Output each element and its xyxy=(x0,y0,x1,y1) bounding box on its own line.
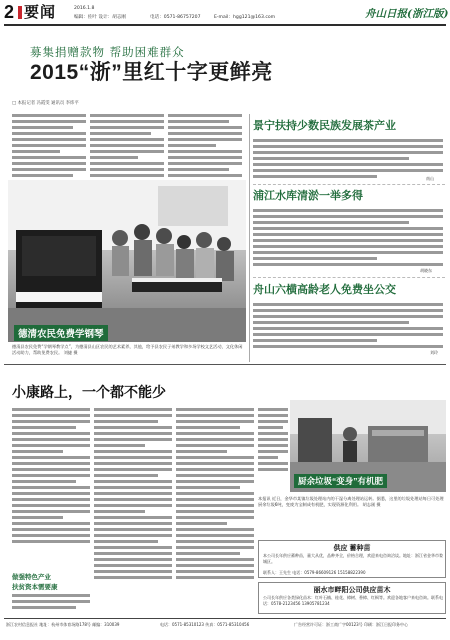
header-phone: 电话：0571-86757207 xyxy=(150,15,201,20)
header-rule xyxy=(4,24,446,26)
ad-1-title: 供应 蓄种苗 xyxy=(333,545,371,552)
story-e-credit: 胡志刚 摄 xyxy=(362,502,381,507)
ad-1-body: 本公司长年供应蓄种苗，量大从优，品种齐全，价格合理，欢迎来电咨询洽谈。地址：浙江省金华市婺城区。 xyxy=(263,553,443,564)
ad-2 xyxy=(258,582,446,614)
ad-2-title: 丽水市畔阳公司供应苗木 xyxy=(313,587,391,594)
story-b-title: 浦江水库清淤一举多得 xyxy=(253,190,363,202)
footer-col1: 浙江农村信息报社 地址：杭州市体育场路178号 邮编：310039 xyxy=(6,622,120,627)
story-e-caption xyxy=(258,496,444,508)
story-e-photo xyxy=(290,400,446,492)
story-e-photo-label: 厨余垃圾“变身”有机肥 xyxy=(294,474,387,488)
story-d-col3 xyxy=(176,406,254,610)
piano-lesson-illustration xyxy=(8,180,246,342)
story-d-col1b xyxy=(12,592,90,610)
header-editor: 编辑：佐叶 设计：胡志刚 xyxy=(74,15,126,20)
lead-body-col1 xyxy=(12,112,86,178)
story-a-title: 景宁扶持少数民族发展茶产业 xyxy=(253,120,396,132)
footer-col3: 广告经营许可证：浙工商广字00123号 印刷：浙江日报印务中心 xyxy=(294,622,408,627)
ad-2-body: 公司长年供应各类绿化苗木：红叶石楠、桂花、樟树、香樟、红枫等。欢迎各地客户来电咨询。联系电话：0578-2123456 13905781234 xyxy=(263,595,443,606)
page-number: 2 xyxy=(4,2,15,22)
masthead: 舟山日报(浙江版) xyxy=(365,8,449,20)
lead-headline: 2015“浙”里红十字更鲜亮 xyxy=(30,61,273,84)
ad-1-contact: 联系人：王先生 电话：0579-86609126 15158822390 xyxy=(263,570,366,575)
lead-photo xyxy=(8,180,246,342)
story-c-body xyxy=(253,301,443,355)
mid-rule xyxy=(4,364,446,365)
section-title: 要闻 xyxy=(24,4,57,21)
lead-kicker: 募集捐赠款物 帮助困难群众 xyxy=(30,45,185,59)
section-mark xyxy=(18,6,22,19)
lead-byline: □ 本报记者 冯霞雯 通讯员 李炜平 xyxy=(12,101,79,106)
divider-a xyxy=(253,184,445,185)
story-c-title: 舟山六横高龄老人免费坐公交 xyxy=(253,284,396,296)
story-d-col1 xyxy=(12,406,90,566)
story-e-caption-text: 本报讯 近日，金华市某镇垃圾处理站内的干湿分离处理站运转。据悉，这里的垃圾处理站每日可处理厨余垃圾6吨，变废为宝制成有机肥，实现资源化利用。 xyxy=(258,496,444,507)
story-d-col2 xyxy=(94,406,172,610)
header xyxy=(0,0,450,26)
header-date: 2016.1.8 xyxy=(74,6,95,11)
story-d-subhead2: 扶贫资本需要康 xyxy=(12,584,58,591)
header-email: E-mail：hgg121@163.com xyxy=(214,15,276,20)
story-d-subhead1: 做强特色产业 xyxy=(12,574,51,581)
story-d-col4 xyxy=(258,406,288,492)
lead-body-col3 xyxy=(168,112,242,178)
story-c-author: 刘玲 xyxy=(430,350,438,355)
story-b-body xyxy=(253,207,443,265)
story-b-author: 胡晓东 xyxy=(420,268,432,273)
lead-body-col2 xyxy=(90,112,164,178)
footer-rule xyxy=(4,618,446,619)
lead-photo-credit: 刘捷 摄 xyxy=(63,350,78,355)
lead-photo-caption-text: 德清县农民免费“学钢琴教学点”，为德清县山区农民的艺术素养，其他，给予县农民子弟教学和多场学校文艺活动，文化休闲活动助力，帮助免费农民。 xyxy=(12,344,243,355)
right-column-rule xyxy=(249,114,250,362)
story-a-body xyxy=(253,137,443,177)
footer-col2: 电话：0571-85310123 传真：0571-85310456 xyxy=(160,622,250,627)
ad-1 xyxy=(258,540,446,578)
divider-b xyxy=(253,277,445,278)
lead-photo-badge: 德清农民免费学钢琴 xyxy=(14,325,108,341)
lead-photo-caption xyxy=(12,344,246,356)
story-d-title: 小康路上，一个都不能少 xyxy=(12,384,166,400)
story-a-author: 南山 xyxy=(426,176,434,181)
